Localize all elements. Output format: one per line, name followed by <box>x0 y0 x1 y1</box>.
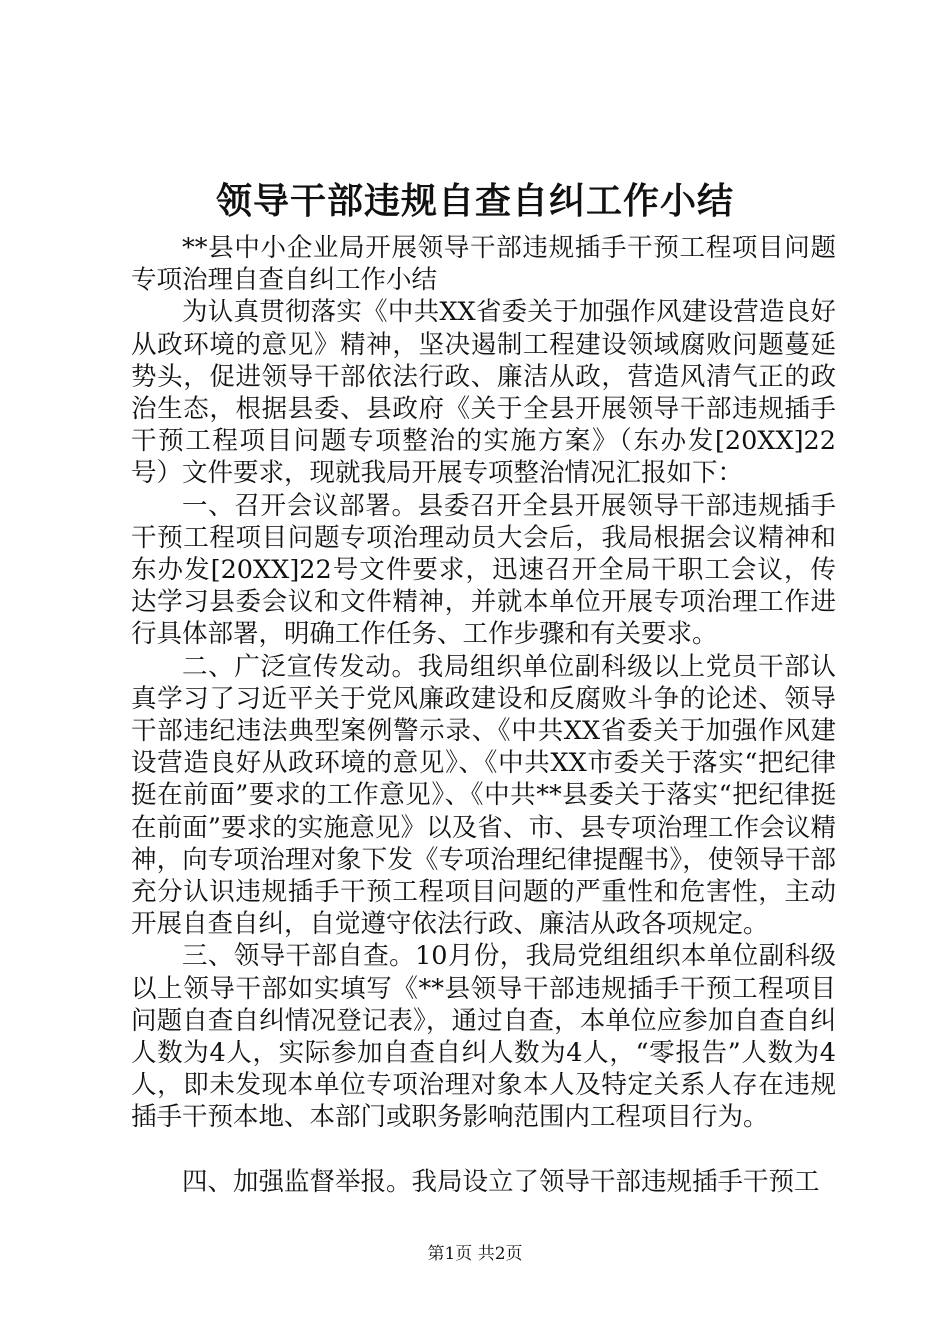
paragraph-section-3: 三、领导干部自查。10月份，我局党组组织本单位副科级以上领导干部如实填写《**县领导干部违规插手干预工程项目问题自查自纠情况登记表》，通过自查，本单位应参加自查自纠人数为4人，实际参加自查自纠人数为4人，“零报告”人数为4人，即未发现本单位专项治理对象本人及特定关系人存在违规插手干预本地、本部门或职务影响范围内工程项目行为。 <box>131 941 836 1133</box>
page-number: 第1页 共2页 <box>427 1244 523 1264</box>
paragraph-section-4: 四、加强监督举报。我局设立了领导干部违规插手干预工 <box>182 1166 820 1197</box>
paragraph-subtitle: **县中小企业局开展领导干部违规插手干预工程项目问题专项治理自查自纠工作小结 <box>131 233 836 296</box>
document-title: 领导干部违规自查自纠工作小结 <box>215 180 734 222</box>
paragraph-section-2: 二、广泛宣传发动。我局组织单位副科级以上党员干部认真学习了习近平关于党风廉政建设和反腐败斗争的论述、领导干部违纪违法典型案例警示录、《中共XX省委关于加强作风建设营造良好从政环境的意见》、《中共XX市委关于落实“把纪律挺在前面”要求的工作意见》、《中共**县委关于落实“把纪律挺在前面”要求的实施意见》以及省、市、县专项治理工作会议精神，向专项治理对象下发《专项治理纪律提醒书》，使领导干部充分认识违规插手干预工程项目问题的严重性和危害性，主动开展自查自纠，自觉遵守依法行政、廉洁从政各项规定。 <box>131 651 836 940</box>
document-body <box>131 232 836 1198</box>
paragraph-intro: 为认真贯彻落实《中共XX省委关于加强作风建设营造良好从政环境的意见》精神，坚决遏制工程建设领域腐败问题蔓延势头，促进领导干部依法行政、廉洁从政，营造风清气正的政治生态，根据县委、县政府《关于全县开展领导干部违规插手干预工程项目问题专项整治的实施方案》（东办发[20XX]22号）文件要求，现就我局开展专项整治情况汇报如下： <box>131 297 836 489</box>
paragraph-section-1: 一、召开会议部署。县委召开全县开展领导干部违规插手干预工程项目问题专项治理动员大会后，我局根据会议精神和东办发[20XX]22号文件要求，迅速召开全局干职工会议，传达学习县委会议和文件精神，并就本单位开展专项治理工作进行具体部署，明确工作任务、工作步骤和有关要求。 <box>131 490 836 650</box>
